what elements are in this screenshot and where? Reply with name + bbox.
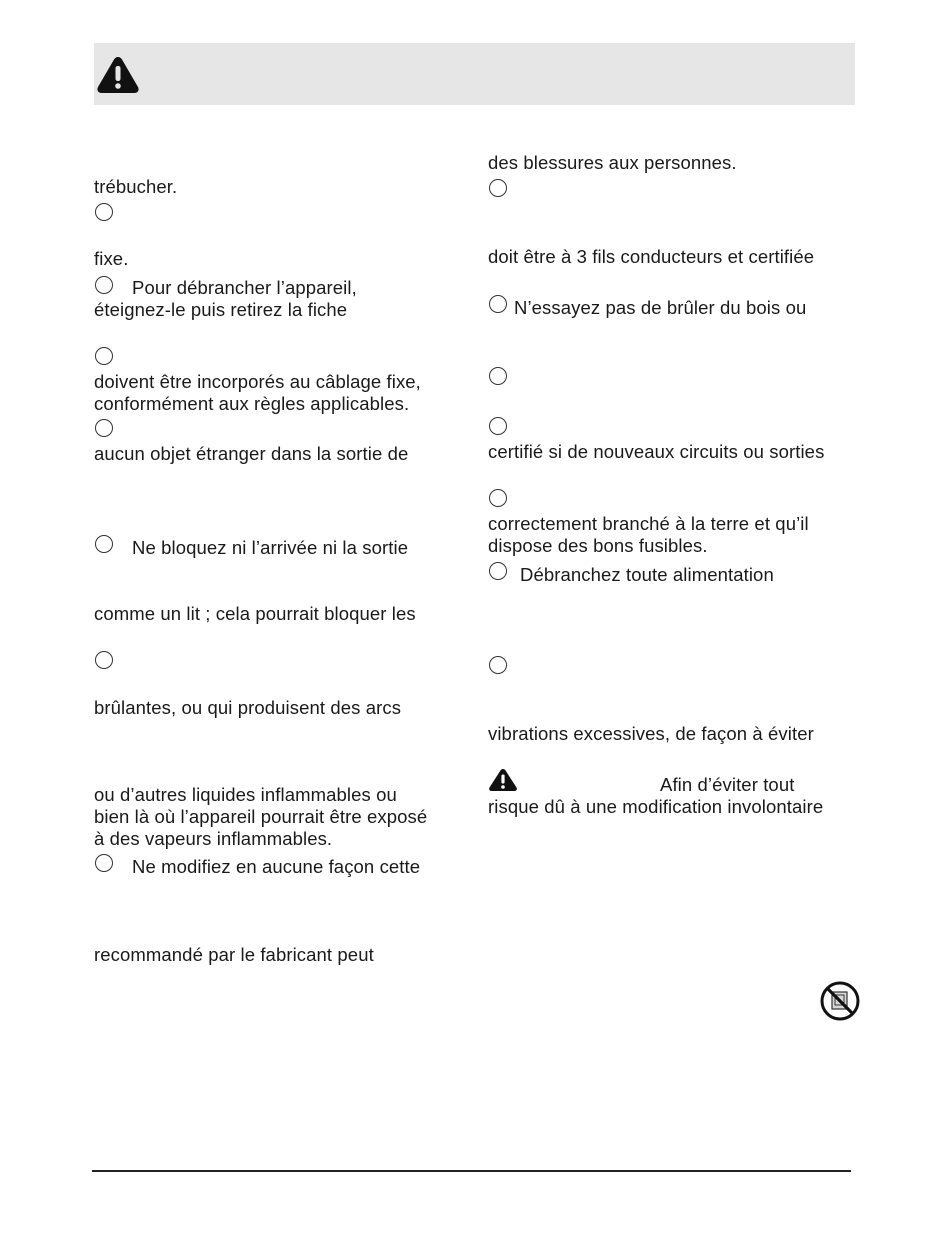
right-line-3: N’essayez pas de brûler du bois ou <box>514 297 807 318</box>
no-tampering-icon <box>819 980 861 1022</box>
warning-icon <box>96 55 140 95</box>
left-line-15: recommandé par le fabricant peut <box>94 944 374 965</box>
left-line-8: Ne bloquez ni l’arrivée ni la sortie <box>132 537 409 558</box>
right-line-7: Débranchez toute alimentation <box>520 564 774 585</box>
left-line-11: ou d’autres liquides inflammables ou <box>94 784 397 805</box>
left-line-7: aucun objet étranger dans la sortie de <box>94 443 409 464</box>
bullet-circle-icon <box>489 489 507 507</box>
bullet-circle-icon <box>95 276 113 294</box>
bullet-circle-icon <box>95 347 113 365</box>
bullet-circle-icon <box>95 419 113 437</box>
bullet-circle-icon <box>95 535 113 553</box>
left-line-4: éteignez-le puis retirez la fiche <box>94 299 348 320</box>
left-line-9: comme un lit ; cela pourrait bloquer les <box>94 603 416 624</box>
right-line-6: dispose des bons fusibles. <box>488 535 708 556</box>
warning-icon <box>488 768 518 792</box>
left-line-13: à des vapeurs inflammables. <box>94 828 333 849</box>
bullet-circle-icon <box>489 179 507 197</box>
left-line-10: brûlantes, ou qui produisent des arcs <box>94 697 402 718</box>
bullet-circle-icon <box>489 417 507 435</box>
right-line-10: risque dû à une modification involontaire <box>488 796 824 817</box>
left-line-1: trébucher. <box>94 176 178 197</box>
right-line-4: certifié si de nouveaux circuits ou sorties <box>488 441 825 462</box>
bullet-circle-icon <box>489 367 507 385</box>
bullet-circle-icon <box>489 295 507 313</box>
left-line-6: conformément aux règles applicables. <box>94 393 410 414</box>
right-line-9: Afin d’éviter tout <box>660 774 795 795</box>
right-line-2: doit être à 3 fils conducteurs et certifiée <box>488 246 815 267</box>
bullet-circle-icon <box>489 656 507 674</box>
right-line-1: des blessures aux personnes. <box>488 152 737 173</box>
left-line-5: doivent être incorporés au câblage fixe, <box>94 371 421 392</box>
bullet-circle-icon <box>489 562 507 580</box>
left-line-14: Ne modifiez en aucune façon cette <box>132 856 421 877</box>
left-line-12: bien là où l’appareil pourrait être exposé <box>94 806 428 827</box>
right-line-8: vibrations excessives, de façon à éviter <box>488 723 814 744</box>
left-line-3: Pour débrancher l’appareil, <box>132 277 357 298</box>
right-line-5: correctement branché à la terre et qu’il <box>488 513 809 534</box>
footer-divider <box>92 1170 851 1172</box>
bullet-circle-icon <box>95 651 113 669</box>
left-line-2: fixe. <box>94 248 129 269</box>
warning-banner <box>94 43 855 105</box>
bullet-circle-icon <box>95 854 113 872</box>
bullet-circle-icon <box>95 203 113 221</box>
